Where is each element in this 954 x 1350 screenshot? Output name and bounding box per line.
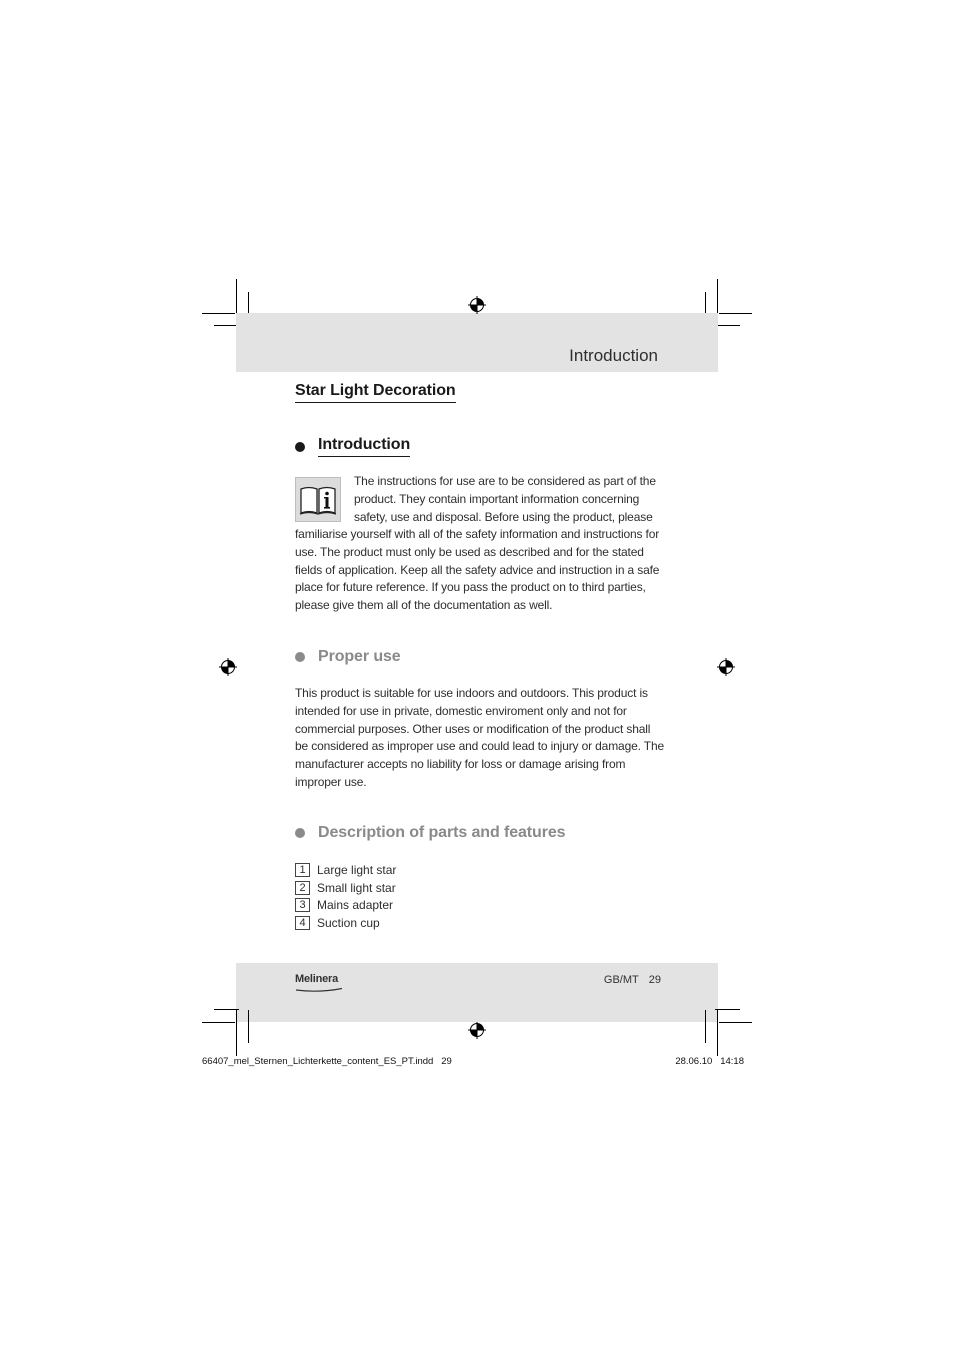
crop-mark <box>715 325 740 326</box>
part-label: Mains adapter <box>317 898 394 913</box>
crop-mark <box>719 313 752 314</box>
slug-filename: 66407_mel_Sternen_Lichterkette_content_ES_PT.indd 29 <box>202 1056 452 1067</box>
brand-swoosh-icon <box>295 987 343 993</box>
brand-logo: Melinera <box>295 973 339 985</box>
part-number-badge: 4 <box>295 916 310 930</box>
crop-mark <box>715 1009 740 1010</box>
registration-mark-icon <box>219 658 237 676</box>
bullet-icon <box>295 442 305 452</box>
header-band <box>236 313 718 372</box>
footer-band <box>236 963 718 1022</box>
slug-timestamp <box>675 1056 744 1067</box>
bullet-icon <box>295 652 305 662</box>
footer-page-info <box>604 974 661 986</box>
part-number-badge: 3 <box>295 898 310 912</box>
page-number: 29 <box>648 974 661 986</box>
info-book-icon <box>295 477 341 522</box>
registration-mark-icon <box>468 296 486 314</box>
page-title: Introduction <box>569 346 658 365</box>
crop-mark <box>717 1010 718 1056</box>
introduction-paragraph-part-b: familiarise yourself with all of the safety information and instructions for use. The product must only be used as described and for the stated fields of application. Keep all the safety advice and instruction in a safe place for future reference. If you pass the product on to third parties, please give them all of the documentation as well. <box>295 527 660 613</box>
part-number-badge: 1 <box>295 863 310 877</box>
crop-mark <box>248 1010 249 1043</box>
region-code: GB/MT <box>603 974 639 986</box>
section-heading-introduction: Introduction <box>295 436 410 457</box>
slug-time: 14:18 <box>720 1056 744 1067</box>
list-item <box>295 879 396 897</box>
registration-mark-icon <box>468 1021 486 1039</box>
part-label: Small light star <box>317 880 396 895</box>
section-heading-proper-use: Proper use <box>295 648 401 666</box>
bullet-icon <box>295 828 305 838</box>
slug-date: 28.06.10 <box>675 1056 713 1067</box>
crop-mark <box>705 1010 706 1043</box>
parts-list <box>295 861 396 932</box>
crop-mark <box>236 1010 237 1056</box>
section-heading-parts: Description of parts and features <box>295 824 565 842</box>
part-number-badge: 2 <box>295 881 310 895</box>
list-item <box>295 897 396 915</box>
crop-mark <box>202 1022 235 1023</box>
crop-mark <box>202 313 235 314</box>
part-label: Large light star <box>317 862 397 877</box>
part-label: Suction cup <box>317 916 380 931</box>
proper-use-paragraph: This product is suitable for use indoors and outdoors. This product is intended for use in private, domestic enviroment only and not for commercial purposes. Other uses or modification of the product shall be considered as improper use and could lead to injury or damage. The manufacturer accepts no liability for loss or damage arising from improper use. <box>295 686 664 789</box>
introduction-paragraph-part-a: The instructions for use are to be considered as part of the product. They contain important information concerning safety, use and disposal. Before using the product, please <box>354 474 656 524</box>
crop-mark <box>719 1022 752 1023</box>
list-item <box>295 914 396 932</box>
list-item <box>295 861 396 879</box>
document-title: Star Light Decoration <box>295 382 456 403</box>
crop-mark <box>214 1009 239 1010</box>
registration-mark-icon <box>717 658 735 676</box>
